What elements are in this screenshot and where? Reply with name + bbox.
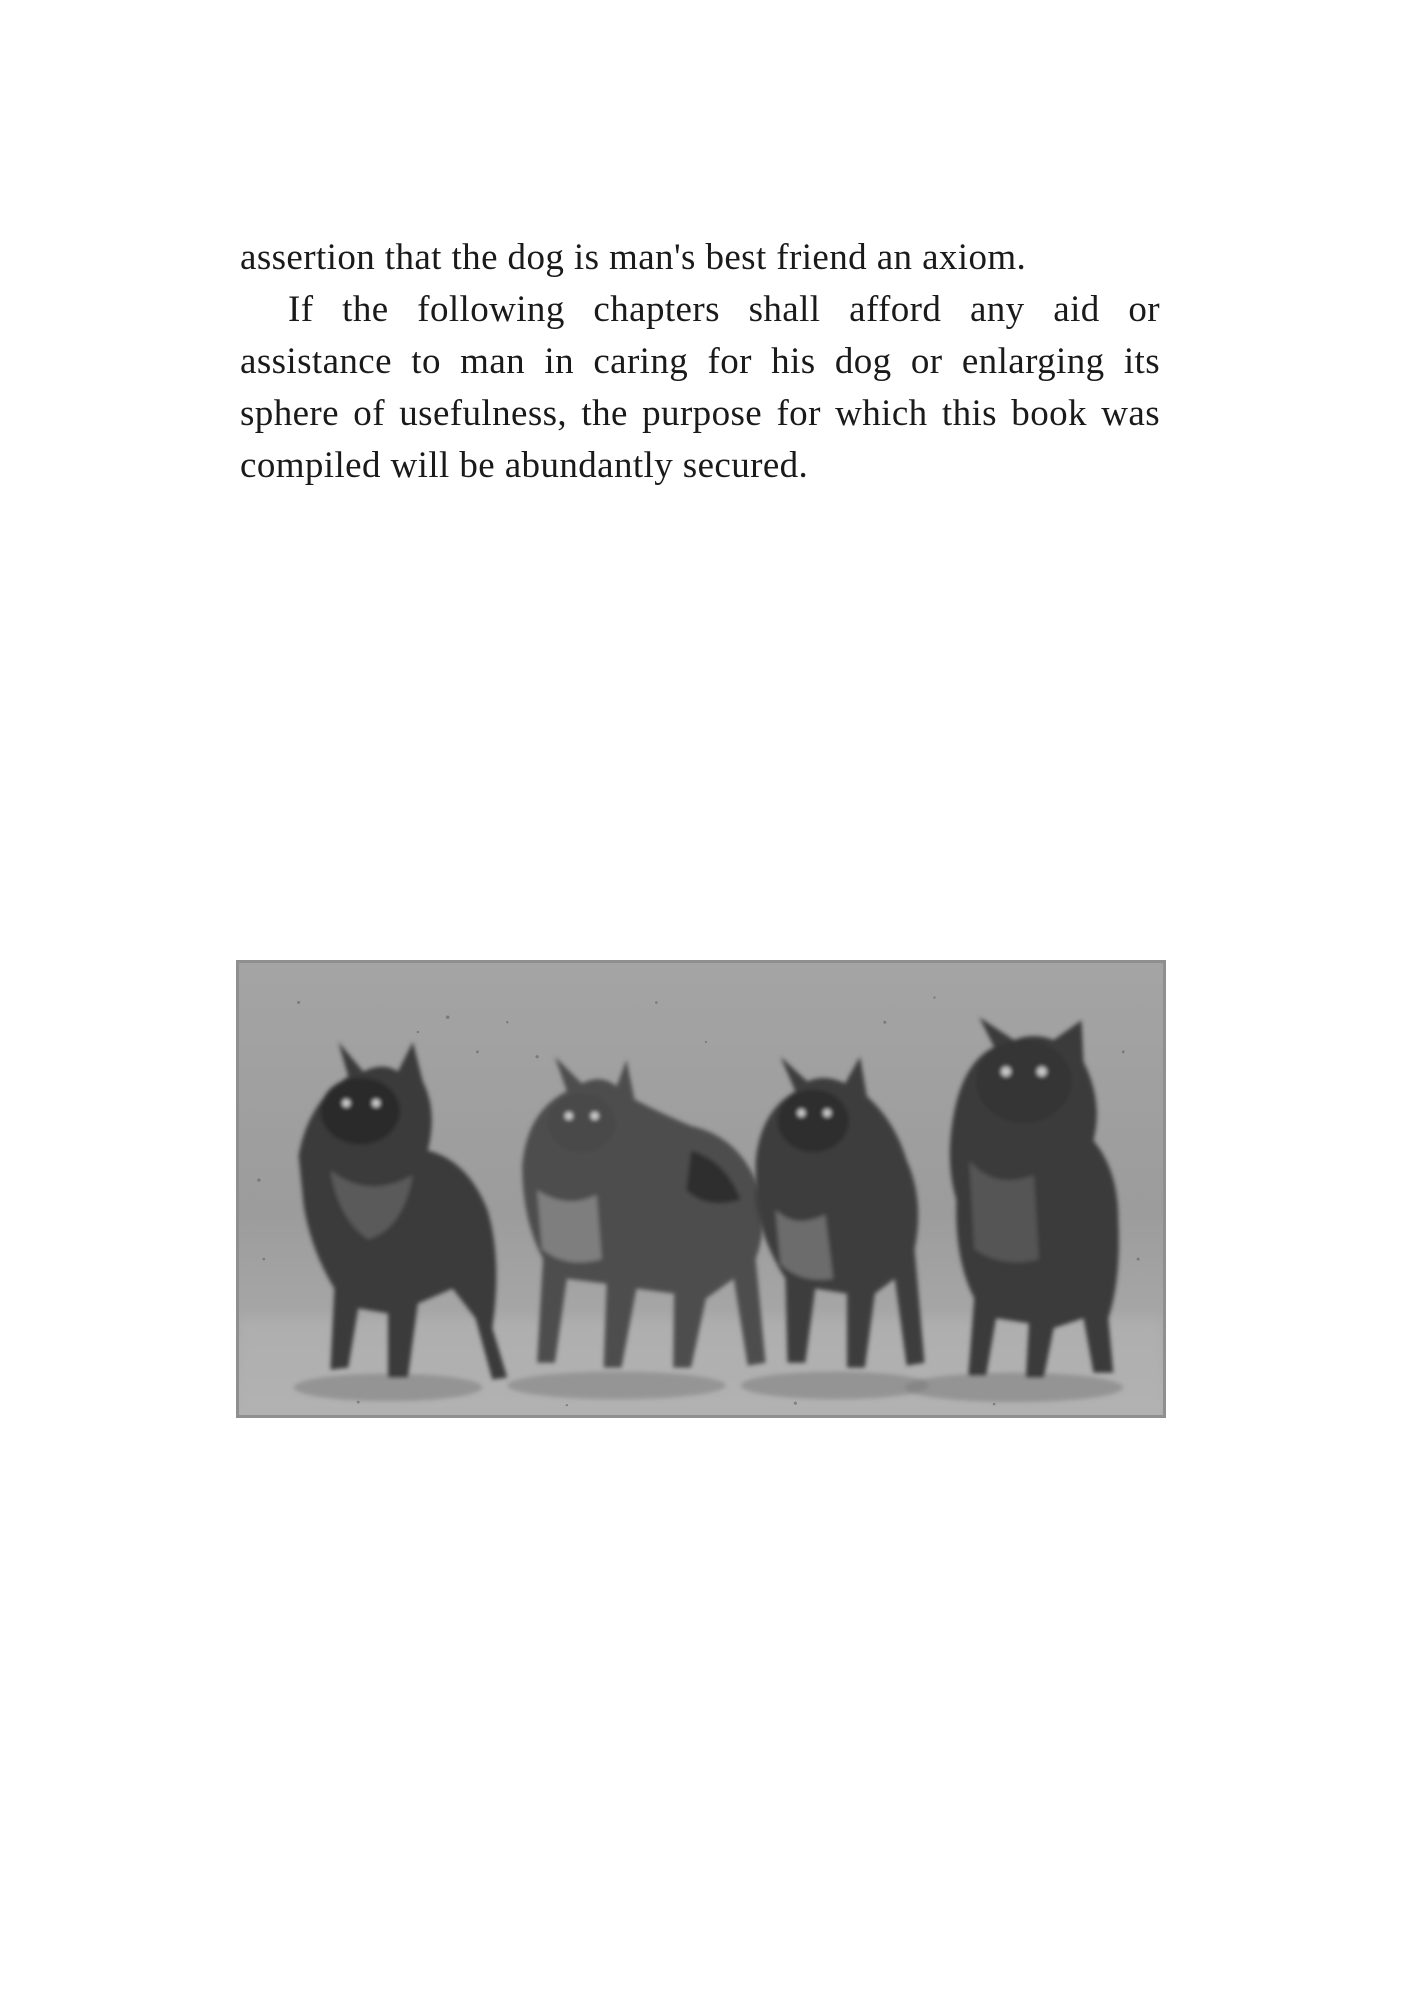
body-text [240,232,1160,492]
dog-photograph [236,960,1166,1418]
paragraph-continuation: assertion that the dog is man's best friend an axiom. [240,237,1027,278]
paragraph-closing: If the following chapters shall afford any aid or assistance to man in caring for his dog or enlarging its sphere of usefulness, the purpose for which this book was compiled will be abundantly secured. [240,289,1160,486]
dog-photograph-image [239,963,1163,1415]
